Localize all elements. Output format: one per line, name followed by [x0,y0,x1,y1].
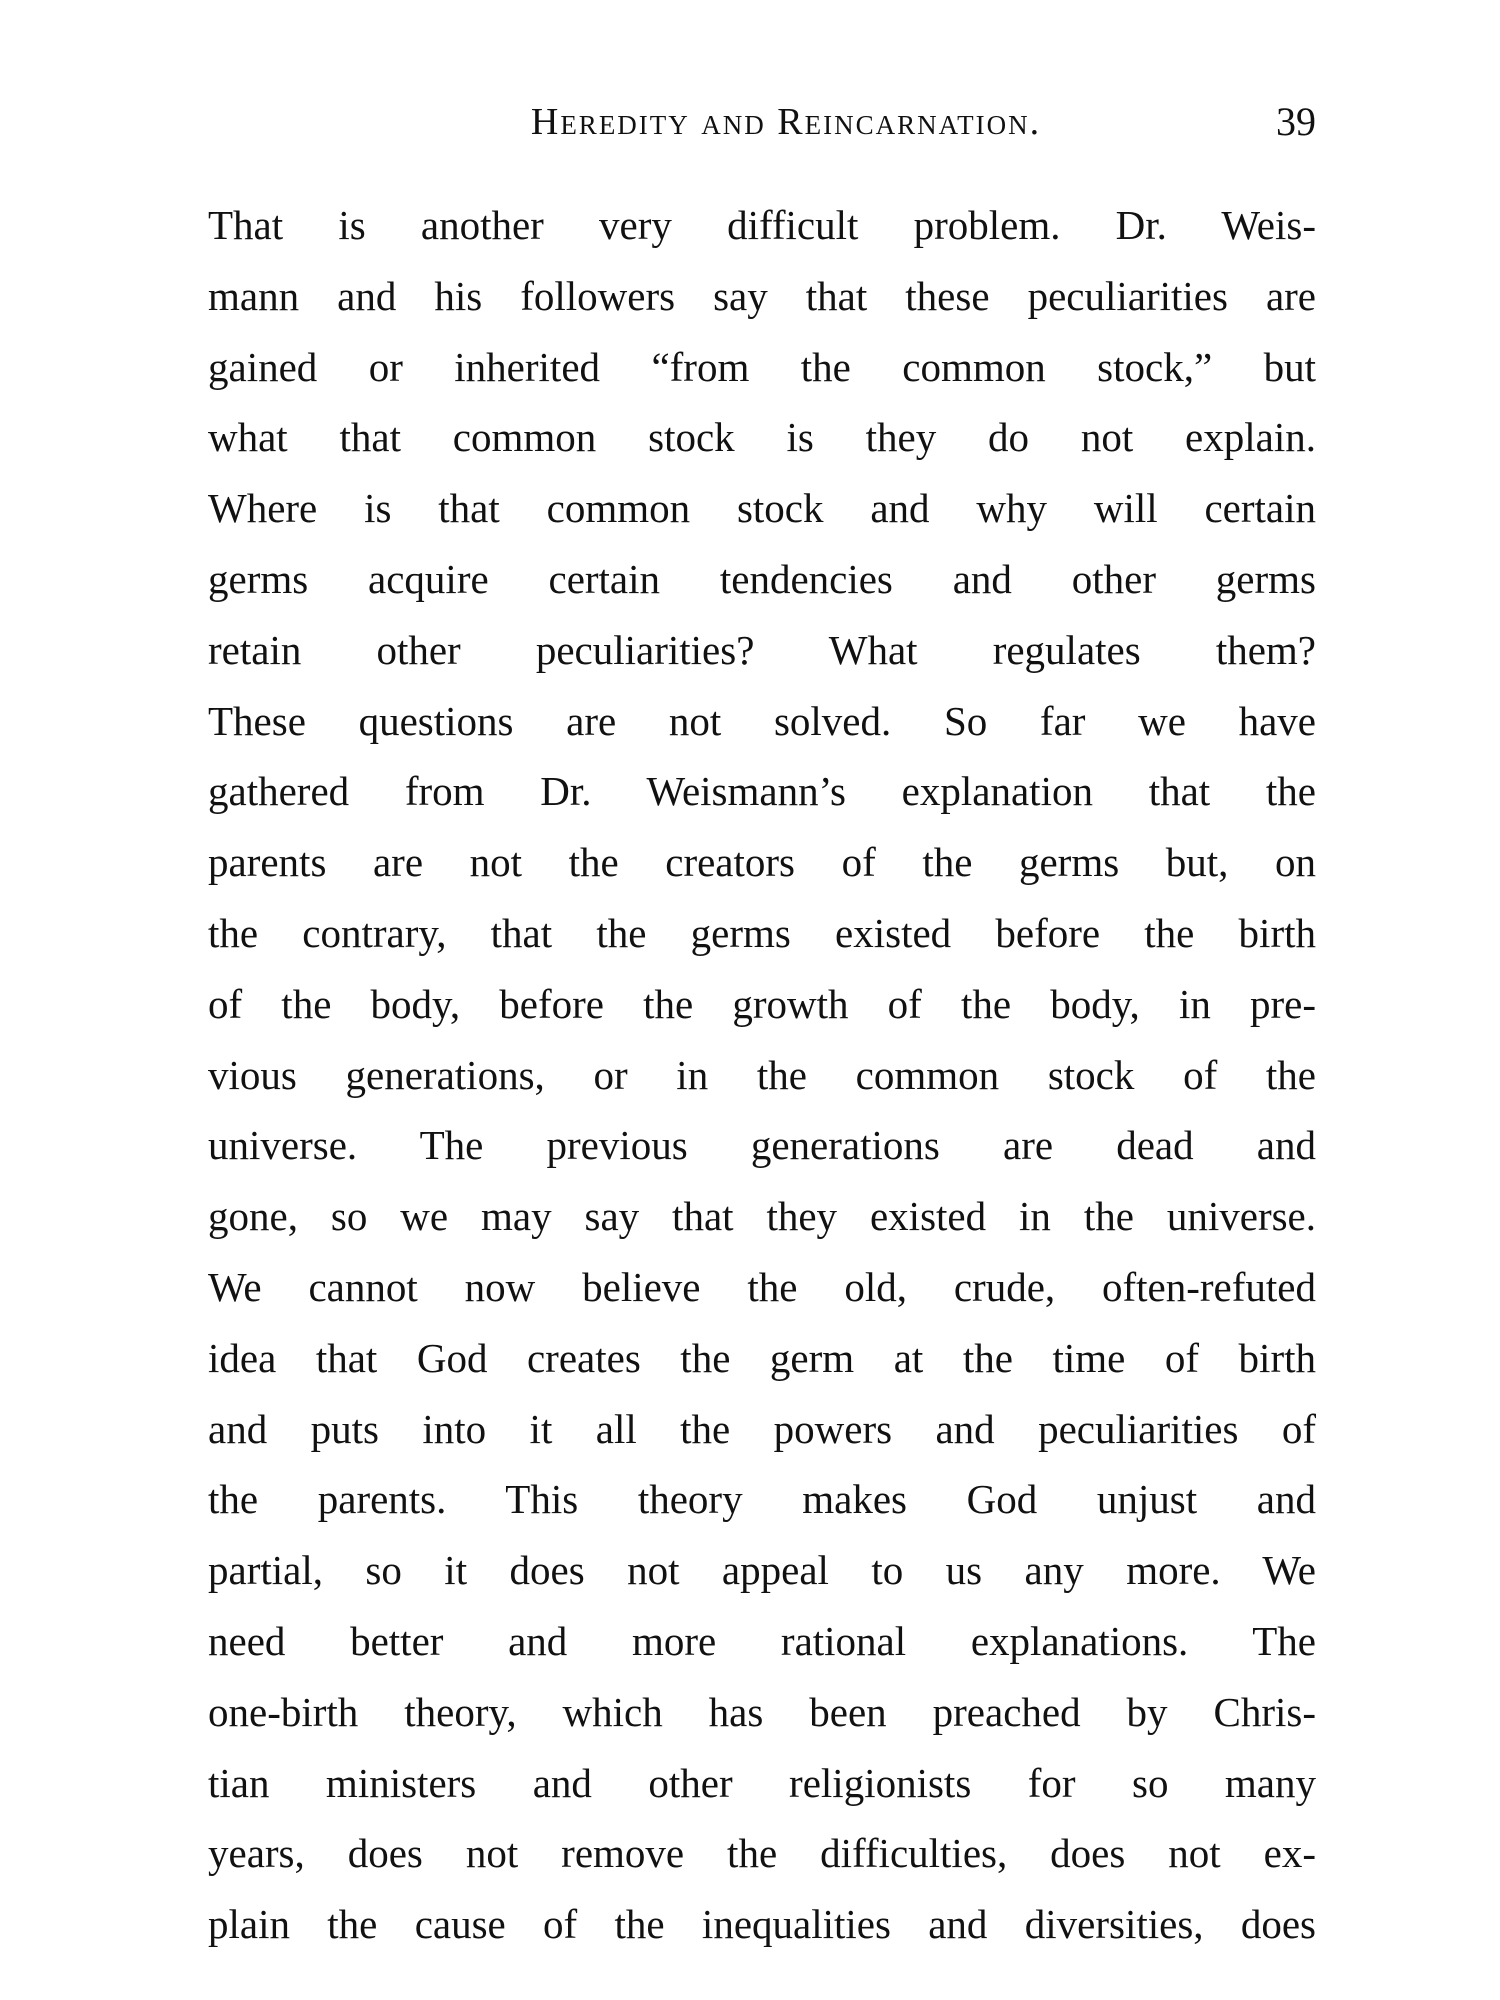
text-line: That is another very difficult problem. Dr. Weis- [208,202,1316,248]
text-line: one-birth theory, which has been preached by Chris- [208,1688,1316,1735]
text-line: universe. The previous generations are dead and [208,1122,1316,1169]
text-line: plain the cause of the inequalities and diversities, does [208,1901,1316,1948]
running-head [208,92,1316,152]
text-line: the parents. This theory makes God unjust and [208,1476,1316,1523]
text-line: tian ministers and other religionists for so many [208,1759,1316,1806]
text-line: idea that God creates the germ at the time of birth [208,1334,1316,1381]
text-line: mann and his followers say that these peculiarities are [208,272,1316,319]
text-line: the contrary, that the germs existed before the birth [208,909,1316,956]
text-line: vious generations, or in the common stock of the [208,1051,1316,1098]
text-line: of the body, before the growth of the body, in pre- [208,980,1316,1027]
text-line: gained or inherited “from the common stock,” but [208,343,1316,390]
body-text [208,190,1316,1960]
text-line: retain other peculiarities? What regulates them? [208,626,1316,673]
text-line: These questions are not solved. So far we have [208,697,1316,744]
page-number: 39 [1276,99,1316,144]
text-line: We cannot now believe the old, crude, often-refuted [208,1263,1316,1310]
running-title: Heredity and Reincarnation. [530,101,1042,143]
text-line: years, does not remove the difficulties, does not ex- [208,1830,1316,1877]
text-line: gathered from Dr. Weismann’s explanation that the [208,768,1316,815]
text-line: what that common stock is they do not explain. [208,414,1316,461]
text-line: and puts into it all the powers and peculiarities of [208,1405,1316,1452]
text-line: Where is that common stock and why will certain [208,485,1316,532]
text-line: need better and more rational explanations. The [208,1617,1316,1664]
text-line: parents are not the creators of the germs but, on [208,839,1316,886]
text-line: gone, so we may say that they existed in the universe. [208,1193,1316,1240]
text-line: germs acquire certain tendencies and other germs [208,555,1316,602]
text-line: partial, so it does not appeal to us any more. We [208,1547,1316,1594]
